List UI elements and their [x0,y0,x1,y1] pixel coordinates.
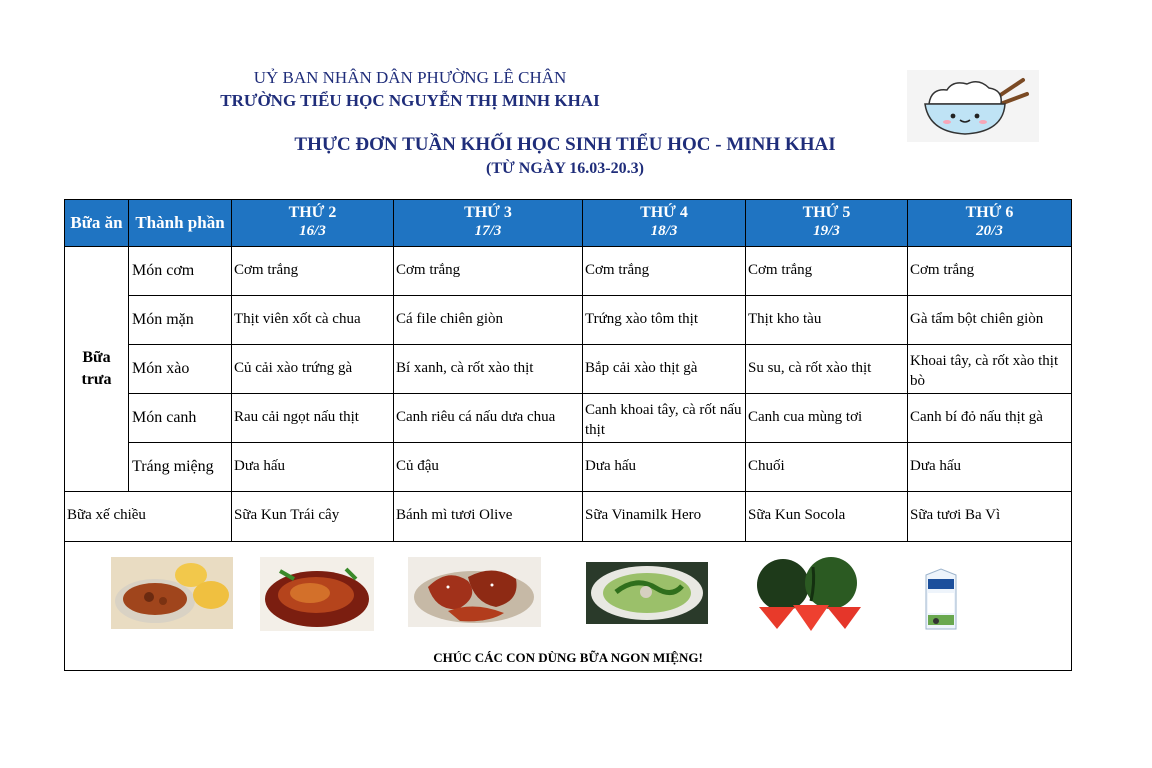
component-label: Món canh [129,394,232,443]
dish-cell: Chuối [746,443,908,492]
ward-name: UỶ BAN NHÂN DÂN PHƯỜNG LÊ CHÂN [253,68,567,87]
watermelon-photo-icon [749,557,865,633]
dish-cell: Bí xanh, cà rốt xào thịt [394,345,583,394]
soup-bread-photo-icon [111,557,233,629]
snack-meal-label: Bữa xế chiều [65,492,232,542]
menu-table [64,199,1072,671]
day-header [232,200,394,247]
day-date: 16/3 [299,223,326,239]
dish-cell: Khoai tây, cà rốt xào thịt bò [908,345,1071,394]
dish-cell: Dưa hấu [583,443,746,492]
day-date: 18/3 [650,223,678,239]
snack-cell: Bánh mì tươi Olive [394,492,583,542]
dish-cell: Dưa hấu [232,443,394,492]
dish-cell: Củ cải xào trứng gà [232,345,394,394]
dish-cell: Cơm trắng [908,247,1071,296]
dish-cell: Bắp cải xào thịt gà [583,345,746,394]
dish-cell: Su su, cà rốt xào thịt [746,345,908,394]
dish-cell: Canh khoai tây, cà rốt nấu thịt [583,394,746,443]
day-name: THỨ 4 [640,204,688,221]
school-name: TRƯỜNG TIỂU HỌC NGUYỄN THỊ MINH KHAI [220,91,600,110]
day-name: THỨ 3 [464,204,512,221]
component-label: Tráng miệng [129,443,232,492]
rice-bowl-logo-icon [907,70,1039,142]
dish-cell: Cơm trắng [746,247,908,296]
milk-carton-photo-icon [922,567,960,631]
greeting-message: CHÚC CÁC CON DÙNG BỮA NGON MIỆNG! [433,650,703,665]
day-header [583,200,746,247]
day-date: 17/3 [474,223,502,239]
component-label: Món xào [129,345,232,394]
dish-cell: Thịt kho tàu [746,296,908,345]
dish-cell: Rau cải ngọt nấu thịt [232,394,394,443]
day-name: THỨ 2 [288,204,337,221]
component-label: Món cơm [129,247,232,296]
column-header-meal-label: Bữa ăn [70,213,123,232]
column-header-component-label: Thành phần [135,213,225,232]
meal-lunch-label [65,247,129,492]
dish-cell: Canh riêu cá nấu dưa chua [394,394,583,443]
fried-fish-photo-icon [260,557,374,631]
day-name: THỨ 6 [965,204,1014,221]
dish-cell: Củ đậu [394,443,583,492]
snack-cell: Sữa Kun Socola [746,492,908,542]
snack-cell: Sữa Vinamilk Hero [583,492,746,542]
day-name: THỨ 5 [802,204,851,221]
dish-cell: Cơm trắng [583,247,746,296]
snack-cell: Sữa tươi Ba Vì [908,492,1071,542]
component-label: Món mặn [129,296,232,345]
dish-cell: Canh cua mùng tơi [746,394,908,443]
dish-cell: Dưa hấu [908,443,1071,492]
day-header [908,200,1071,247]
day-date: 19/3 [813,223,840,239]
column-header-component [129,200,232,247]
dish-cell: Trứng xào tôm thịt [583,296,746,345]
snack-cell: Sữa Kun Trái cây [232,492,394,542]
dish-cell: Cơm trắng [232,247,394,296]
dish-cell: Cá file chiên giòn [394,296,583,345]
day-date: 20/3 [976,223,1003,239]
dish-cell: Thịt viên xốt cà chua [232,296,394,345]
meal-lunch-line2: trưa [81,371,112,388]
day-header [394,200,583,247]
menu-title: THỰC ĐƠN TUẦN KHỐI HỌC SINH TIỂU HỌC - MINH KHAI [294,134,836,155]
vegetable-soup-photo-icon [586,562,708,624]
date-range: (TỪ NGÀY 16.03-20.3) [486,160,644,177]
dish-cell: Gà tẩm bột chiên giòn [908,296,1071,345]
dish-cell: Canh bí đỏ nấu thịt gà [908,394,1071,443]
column-header-meal [65,200,129,247]
dish-cell: Cơm trắng [394,247,583,296]
caramelized-meat-photo-icon [408,557,541,627]
meal-lunch-line1: Bữa [82,349,111,366]
day-header [746,200,908,247]
